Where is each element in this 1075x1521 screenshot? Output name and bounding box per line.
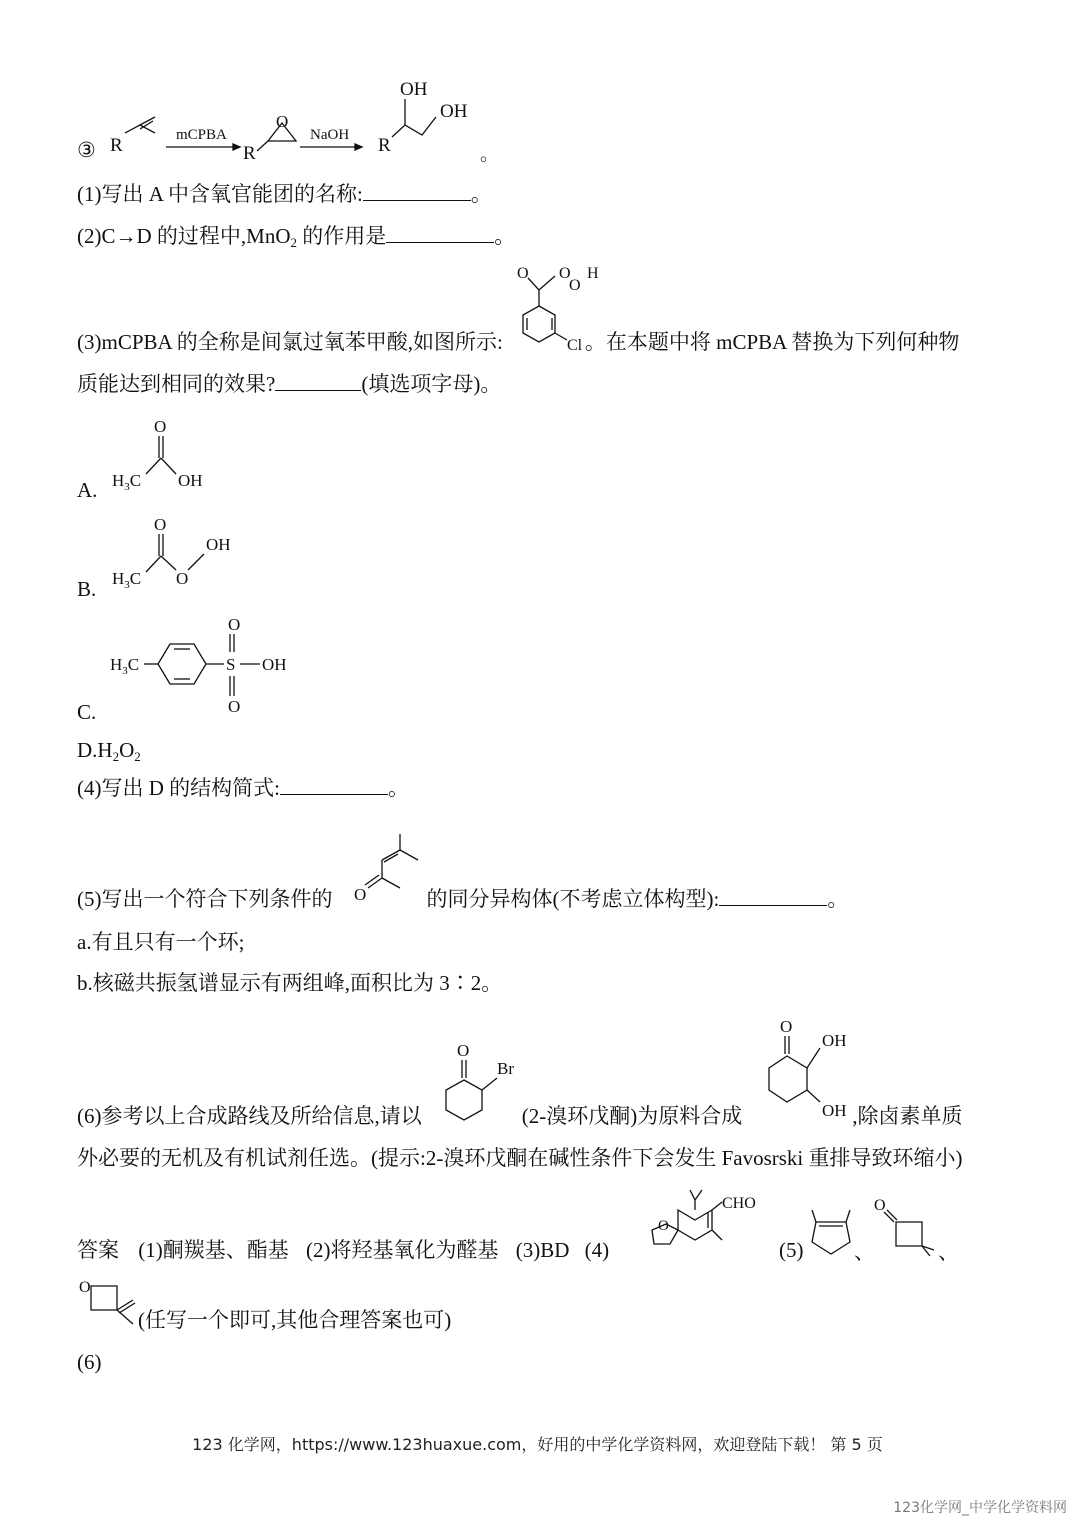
answer-sep-2: 、 [938,1240,959,1264]
q6-oh1: OH [822,1031,847,1050]
option-b-c: C [129,569,142,588]
mcpba-o1: O [559,265,571,282]
q5-blank[interactable] [719,887,827,906]
option-c-label: C. [77,700,97,724]
scheme-r3: R [378,135,391,156]
q6-br: Br [497,1059,514,1078]
mcpba-o2: O [569,277,581,294]
diol-oh2: OH [440,101,468,122]
q2-text-a: (2)C→D 的过程中,MnO [77,224,291,248]
q4-end: 。 [388,776,409,800]
watermark: 123化学网_中学化学资料网 [893,1500,1067,1516]
q2-sub: 2 [290,235,297,250]
option-c-c: C [127,655,140,674]
q6-text-a: (6)参考以上合成路线及所给信息,请以 [77,1104,422,1128]
q5-end: 。 [827,887,849,911]
svg-text:O: O [79,1279,91,1296]
page-footer: 123 化学网，https://www.123huaxue.com，好用的中学化学资料网，欢迎登陆下载！ 第 5 页 [192,1435,883,1454]
answer-tail: (任写一个即可,其他合理答案也可) [138,1308,452,1332]
option-a-c: C [129,471,142,490]
answer-1: (1)酮羰基、酯基 [138,1238,289,1262]
option-c-h: H [110,655,123,674]
q1-text: (1)写出 A 中含氧官能团的名称: [77,182,363,206]
reagent-naoh: NaOH [310,127,350,143]
scheme-r1: R [110,135,123,156]
option-b-oh: OH [206,535,231,554]
condition-b: b.核磁共振氢谱显示有两组峰,面积比为 3∶2。 [77,971,503,995]
answer-4: (4) [584,1238,610,1262]
answer-4-structure [640,1182,775,1262]
answer-sep-1: 、 [854,1240,875,1264]
option-d-sub2: 2 [134,749,141,764]
option-d-sub1: 2 [112,749,120,764]
q5-structure [348,828,428,908]
epoxidation-scheme [100,75,500,165]
option-c-sub: 3 [122,665,128,677]
q5-o: O [354,885,367,904]
q3-text-a: (3)mCPBA 的全称是间氯过氧苯甲酸,如图所示: [77,330,503,354]
q5-text-a: (5)写出一个符合下列条件的 [77,887,333,911]
q2-end: 。 [494,224,516,248]
option-d [77,738,141,763]
answer-5-label: (5) [779,1238,804,1262]
option-a-sub: 3 [124,481,130,492]
option-b-structure [108,508,248,593]
q1-end: 。 [470,182,492,206]
q2-text-b: 的作用是 [297,224,387,248]
q3-text-b: 。在本题中将 mCPBA 替换为下列何种物 [584,330,960,354]
mcpba-structure [515,258,605,358]
answer-cho: CHO [722,1195,756,1212]
q5-text-b: 的同分异构体(不考虑立体构型): [426,887,720,911]
option-b-o2: O [176,569,189,588]
option-a-structure [108,412,228,492]
option-a-o: O [154,417,167,436]
q6-o2: O [780,1017,793,1036]
target-diol-structure [758,1012,868,1122]
question-4 [77,776,409,801]
answer-5-structure-a [806,1200,856,1260]
svg-text:H3C [110,655,139,677]
q1-blank[interactable] [363,182,471,201]
answer-5-structure-c [77,1272,142,1332]
option-c-s: S [226,655,236,674]
answer-6: (6) [77,1350,102,1374]
question-5 [77,887,848,912]
option-b-o: O [154,515,167,534]
diol-oh1: OH [400,79,428,100]
option-a-oh: OH [178,471,203,490]
epoxide-o: O [276,112,289,131]
answer-3: (3)BD [515,1238,570,1262]
scheme-r2: R [243,143,256,164]
option-b-sub: 3 [124,579,130,591]
answer-5-structure-b [872,1192,942,1257]
bromocyclopentanone-structure [435,1038,525,1128]
question-3-line2 [77,372,501,397]
svg-text:H3C [112,471,141,492]
option-b-label: B. [77,577,97,601]
q3-line2-b: (填选项字母)。 [361,372,502,396]
option-c-oh: OH [262,655,287,674]
q6-oh2: OH [822,1101,847,1120]
answer-o: O [658,1218,669,1234]
question-6-line2: 外必要的无机及有机试剂任选。(提示:2-溴环戊酮在碱性条件下会发生 Favosrski 重排导致环缩小) [77,1146,963,1170]
answer-line [77,1238,609,1263]
mcpba-o-top: O [517,265,529,282]
answer-label: 答案 [77,1238,119,1262]
option-a-label: A. [77,478,98,502]
option-c-structure [108,612,308,717]
option-d-b: O [119,738,135,762]
q3-blank[interactable] [275,372,361,391]
option-c-o-bot: O [228,697,241,716]
scheme-number: ③ [77,138,96,162]
condition-a: a.有且只有一个环; [77,930,245,954]
q6-text-c: ,除卤素单质 [852,1104,963,1128]
q3-line2-a: 质能达到相同的效果? [77,372,276,396]
svg-text:H3C [112,569,141,591]
question-1 [77,182,492,207]
scheme-end: 。 [480,144,500,165]
mcpba-cl: Cl [567,337,583,354]
q4-text: (4)写出 D 的结构简式: [77,776,280,800]
svg-text:O: O [874,1197,886,1214]
q6-text-b: (2-溴环戊酮)为原料合成 [521,1104,743,1128]
q2-blank[interactable] [386,224,494,243]
mcpba-h: H [587,265,599,282]
q6-o1: O [457,1041,470,1060]
reagent-mcpba: mCPBA [176,127,227,143]
question-2 [77,224,515,249]
answer-2: (2)将羟基氧化为醛基 [306,1238,499,1262]
q4-blank[interactable] [280,776,388,795]
option-a-h: H [112,471,125,490]
option-b-h: H [112,569,125,588]
option-d-a: D.H [77,738,113,762]
option-c-o-top: O [228,615,241,634]
